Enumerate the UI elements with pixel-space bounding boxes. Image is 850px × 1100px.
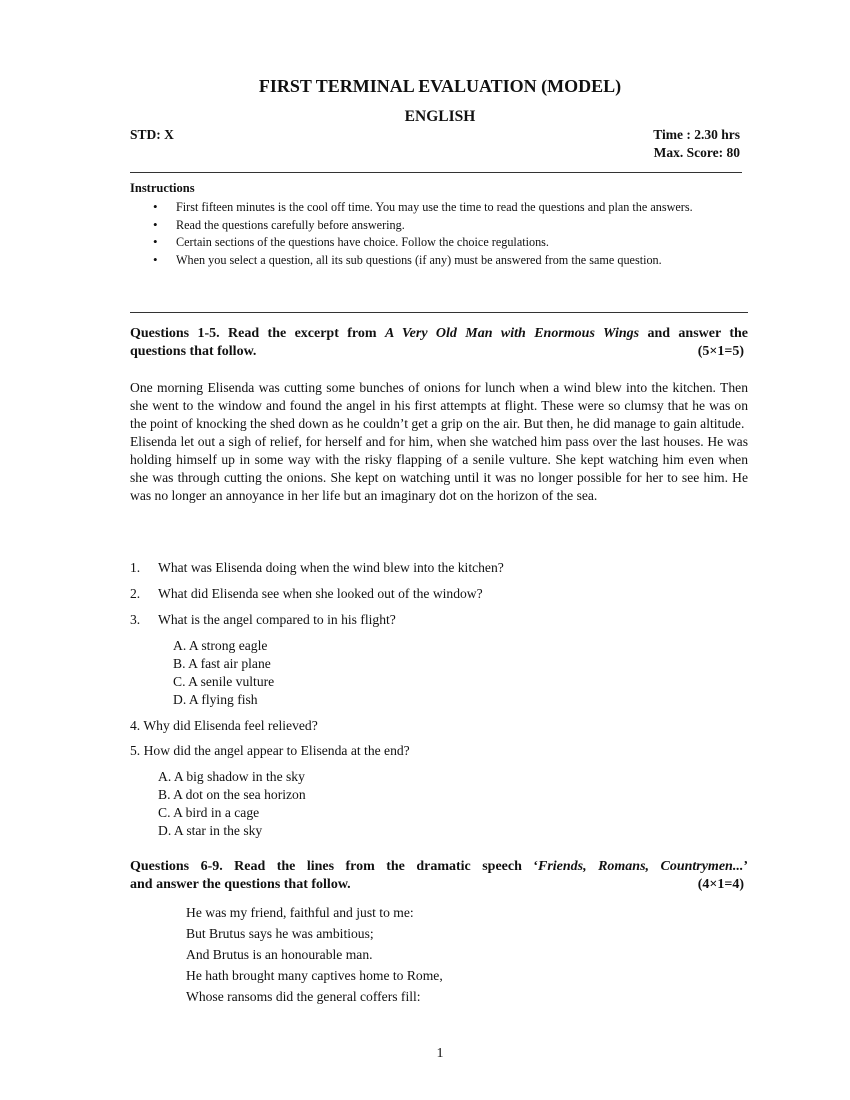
option-d: D. A flying fish — [173, 692, 258, 707]
option-a: A. A strong eagle — [173, 638, 268, 653]
poem-line: He hath brought many captives home to Rome, — [186, 968, 443, 983]
question-5: 5. How did the angel appear to Elisenda at the end? — [130, 743, 410, 758]
time-label: Time : 2.30 hrs — [653, 127, 740, 142]
instructions-divider — [130, 312, 748, 313]
standard-label: STD: X — [130, 127, 174, 142]
instructions-heading: Instructions — [130, 181, 195, 195]
max-score-label: Max. Score: 80 — [653, 145, 740, 160]
question-text: What was Elisenda doing when the wind blew into the kitchen? — [158, 560, 504, 575]
section1-heading-suffix: and answer the — [639, 326, 748, 341]
passage-paragraph: Elisenda let out a sigh of relief, for herself and for him, when she watched him pass over the last houses. He was holding himself up in some way with the risky flapping of a senile vulture. She kept watching him even when she was through cutting the onions. She kept on watching until it was no longer possible for her to see him. He was no longer an annoyance in her life but an imaginary dot on the horizon of the sea. — [130, 434, 748, 503]
subject-heading: ENGLISH — [404, 108, 476, 125]
section1-heading-prefix: Questions 1-5. Read the excerpt from — [130, 326, 385, 341]
instruction-item: • When you select a question, all its sub questions (if any) must be answered from the same question. — [150, 252, 748, 268]
question-number: 3. — [130, 612, 141, 627]
question-4: 4. Why did Elisenda feel relieved? — [130, 718, 318, 733]
option-b: B. A dot on the sea horizon — [158, 787, 306, 802]
poem-line: And Brutus is an honourable man. — [186, 947, 373, 962]
option-c: C. A bird in a cage — [158, 805, 260, 820]
option-c: C. A senile vulture — [173, 674, 275, 689]
poem-line: He was my friend, faithful and just to me: — [186, 905, 414, 920]
section2-marks: (4×1=4) — [697, 877, 744, 892]
instruction-item: • Read the questions carefully before answering. — [150, 217, 748, 233]
excerpt-passage — [130, 379, 748, 505]
option-d: D. A star in the sky — [158, 823, 263, 838]
section2-heading — [130, 858, 748, 894]
option-a: A. A big shadow in the sky — [158, 769, 305, 784]
question-1 — [130, 559, 504, 577]
poem-line: But Brutus says he was ambitious; — [186, 926, 374, 941]
exam-title: FIRST TERMINAL EVALUATION (MODEL) — [258, 76, 622, 96]
section2-heading-suffix: ’ — [743, 859, 748, 874]
instruction-item: • First fifteen minutes is the cool off time. You may use the time to read the questions and plan the answers. — [150, 199, 748, 215]
section1-heading-line2: questions that follow. — [130, 344, 257, 359]
header-divider — [130, 172, 742, 173]
question-3-options — [173, 637, 274, 709]
question-number: 1. — [130, 560, 141, 575]
question-number: 2. — [130, 586, 141, 601]
question-3 — [130, 611, 396, 629]
question-text: What did Elisenda see when she looked out of the window? — [158, 586, 483, 601]
section1-heading — [130, 325, 748, 361]
section2-heading-line2: and answer the questions that follow. — [130, 877, 351, 892]
section2-heading-prefix: Questions 6-9. Read the lines from the dramatic speech ‘ — [130, 859, 538, 874]
option-b: B. A fast air plane — [173, 656, 271, 671]
speech-lines — [186, 902, 443, 1007]
instructions-list — [150, 199, 748, 269]
instruction-item: • Certain sections of the questions have choice. Follow the choice regulations. — [150, 234, 748, 250]
page-number: 1 — [436, 1046, 444, 1061]
story-title: A Very Old Man with Enormous Wings — [384, 326, 640, 341]
section1-marks: (5×1=5) — [697, 344, 744, 359]
question-text: What is the angel compared to in his flight? — [158, 612, 396, 627]
question-5-options — [158, 768, 306, 840]
question-2 — [130, 585, 483, 603]
passage-paragraph: One morning Elisenda was cutting some bunches of onions for lunch when a wind blew into the kitchen. Then she went to the window and found the angel in his first attempts at flight. These were so clumsy that he was on the point of knocking the shed down as he couldn’t get a grip on the air. But then, he did manage to gain altitude. — [130, 380, 748, 431]
speech-title: Friends, Romans, Countrymen... — [538, 859, 744, 874]
poem-line: Whose ransoms did the general coffers fill: — [186, 989, 421, 1004]
